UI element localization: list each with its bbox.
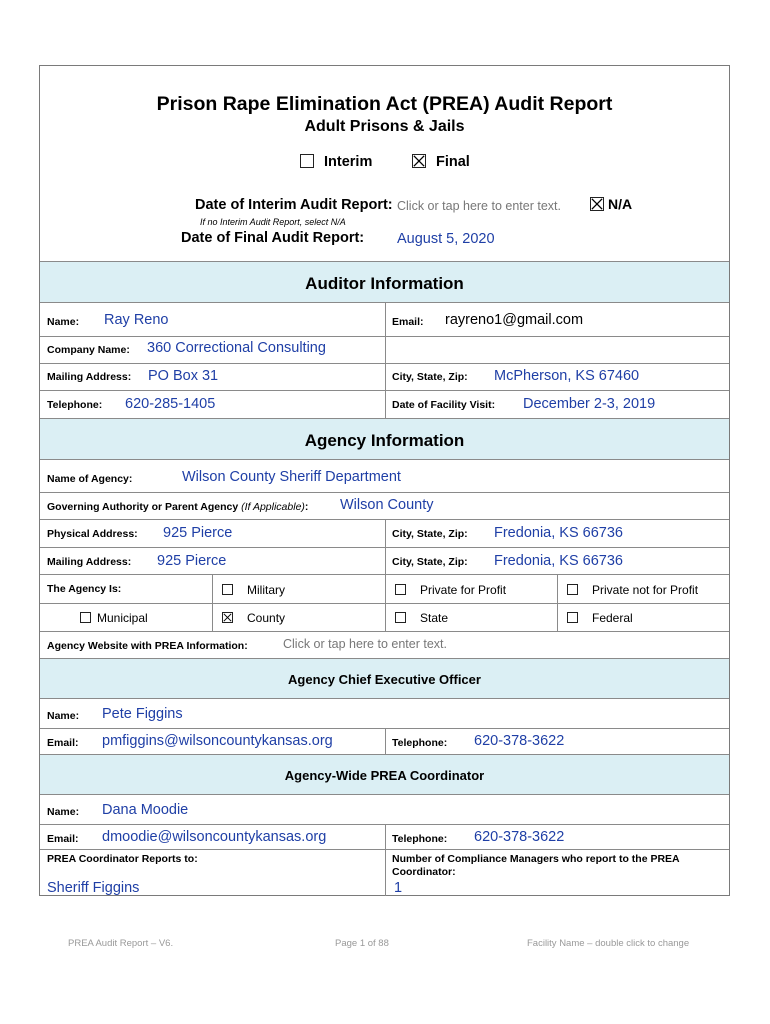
visit-label: Date of Facility Visit: [392, 399, 496, 411]
auditor-csz[interactable]: McPherson, KS 67460 [494, 368, 640, 384]
interim-date-label: Date of Interim Audit Report: [195, 197, 393, 213]
footer-version: PREA Audit Report – V6. [68, 938, 174, 949]
type-state-label: State [420, 611, 449, 625]
ceo-email[interactable]: pmfiggins@wilsoncountykansas.org [102, 733, 333, 749]
na-label: N/A [608, 196, 633, 212]
company-label: Company Name: [47, 344, 130, 356]
type-private-nonprofit-checkbox[interactable] [567, 584, 578, 595]
managers-label-line1: Number of Compliance Managers who report to the PREA [392, 853, 680, 865]
ceo-name-label: Name: [47, 710, 80, 722]
coordinator-email-label: Email: [47, 833, 79, 845]
coordinator-name[interactable]: Dana Moodie [102, 802, 189, 818]
managers-label-line2: Coordinator: [392, 866, 456, 878]
type-military[interactable] [222, 583, 285, 597]
auditor-name-label: Name: [47, 316, 80, 328]
ceo-email-label: Email: [47, 737, 79, 749]
auditor-phone[interactable]: 620-285-1405 [125, 396, 216, 412]
report-title: Prison Rape Elimination Act (PREA) Audit Report [156, 93, 613, 115]
final-label: Final [436, 154, 470, 170]
type-federal[interactable] [567, 611, 633, 625]
website-label: Agency Website with PREA Information: [47, 640, 248, 652]
agency-type-label: The Agency Is: [47, 583, 122, 595]
final-date-value[interactable]: August 5, 2020 [397, 231, 495, 247]
coordinator-heading: Agency-Wide PREA Coordinator [284, 768, 485, 783]
company-value[interactable]: 360 Correctional Consulting [147, 340, 326, 356]
type-municipal-checkbox[interactable] [80, 612, 91, 623]
agency-name[interactable]: Wilson County Sheriff Department [182, 469, 401, 485]
physical-csz[interactable]: Fredonia, KS 66736 [494, 525, 623, 541]
auditor-email[interactable]: rayreno1@gmail.com [445, 312, 584, 328]
type-county[interactable] [222, 611, 285, 625]
interim-checkbox[interactable] [300, 154, 314, 168]
agency-name-label: Name of Agency: [47, 473, 133, 485]
type-state-checkbox[interactable] [395, 612, 406, 623]
type-municipal-label: Municipal [97, 611, 148, 625]
type-military-label: Military [247, 583, 285, 597]
type-federal-label: Federal [592, 611, 633, 625]
report-subtitle: Adult Prisons & Jails [304, 118, 465, 135]
interim-note: If no Interim Audit Report, select N/A [200, 217, 346, 227]
type-county-label: County [247, 611, 286, 625]
footer-facility-name[interactable]: Facility Name – double click to change [527, 938, 690, 949]
type-municipal[interactable] [80, 611, 148, 625]
coordinator-name-label: Name: [47, 806, 80, 818]
auditor-heading: Auditor Information [305, 274, 464, 293]
interim-label: Interim [324, 154, 373, 170]
type-private-profit-label: Private for Profit [420, 583, 507, 597]
footer-page-number: Page 1 of 88 [335, 938, 389, 949]
reports-to-value[interactable]: Sheriff Figgins [47, 880, 140, 896]
visit-value[interactable]: December 2-3, 2019 [523, 396, 656, 412]
auditor-mailing[interactable]: PO Box 31 [148, 368, 219, 384]
gov-authority-value[interactable]: Wilson County [340, 497, 434, 513]
reports-to-label: PREA Coordinator Reports to: [47, 853, 198, 865]
interim-date-field[interactable]: Click or tap here to enter text. [397, 199, 561, 213]
physical-address[interactable]: 925 Pierce [163, 525, 233, 541]
ceo-heading: Agency Chief Executive Officer [288, 672, 481, 687]
type-private-profit-checkbox[interactable] [395, 584, 406, 595]
type-private-nonprofit-label: Private not for Profit [592, 583, 699, 597]
agency-mailing-csz-label: City, State, Zip: [392, 556, 468, 568]
gov-label-note: (If Applicable) [241, 501, 305, 513]
coordinator-email[interactable]: dmoodie@wilsoncountykansas.org [102, 829, 327, 845]
final-option[interactable] [412, 154, 470, 170]
interim-option[interactable] [300, 154, 372, 170]
auditor-phone-label: Telephone: [47, 399, 103, 411]
type-county-checkbox[interactable] [222, 612, 233, 623]
auditor-csz-label: City, State, Zip: [392, 371, 468, 383]
type-private-profit[interactable] [395, 583, 506, 597]
managers-value[interactable]: 1 [394, 880, 403, 896]
gov-label-text: Governing Authority or Parent Agency [47, 501, 239, 513]
agency-mailing-label: Mailing Address: [47, 556, 132, 568]
final-date-label: Date of Final Audit Report: [181, 230, 365, 246]
type-state[interactable] [395, 611, 448, 625]
ceo-phone-label: Telephone: [392, 737, 448, 749]
type-federal-checkbox[interactable] [567, 612, 578, 623]
agency-mailing[interactable]: 925 Pierce [157, 553, 227, 569]
gov-label-colon: : [304, 501, 309, 513]
coordinator-phone-label: Telephone: [392, 833, 448, 845]
ceo-name[interactable]: Pete Figgins [102, 706, 183, 722]
agency-heading: Agency Information [304, 431, 465, 450]
audit-report-form [39, 65, 730, 896]
physical-csz-label: City, State, Zip: [392, 528, 468, 540]
agency-mailing-csz[interactable]: Fredonia, KS 66736 [494, 553, 623, 569]
physical-address-label: Physical Address: [47, 528, 138, 540]
type-military-checkbox[interactable] [222, 584, 233, 595]
type-private-nonprofit[interactable] [567, 583, 698, 597]
auditor-name[interactable]: Ray Reno [104, 312, 169, 328]
na-option[interactable] [590, 196, 632, 212]
final-checkbox[interactable] [412, 154, 426, 168]
na-checkbox[interactable] [590, 197, 604, 211]
coordinator-phone[interactable]: 620-378-3622 [474, 829, 565, 845]
website-field[interactable]: Click or tap here to enter text. [283, 637, 447, 651]
auditor-email-label: Email: [392, 316, 424, 328]
gov-authority-label [47, 501, 308, 513]
ceo-phone[interactable]: 620-378-3622 [474, 733, 565, 749]
auditor-mailing-label: Mailing Address: [47, 371, 132, 383]
